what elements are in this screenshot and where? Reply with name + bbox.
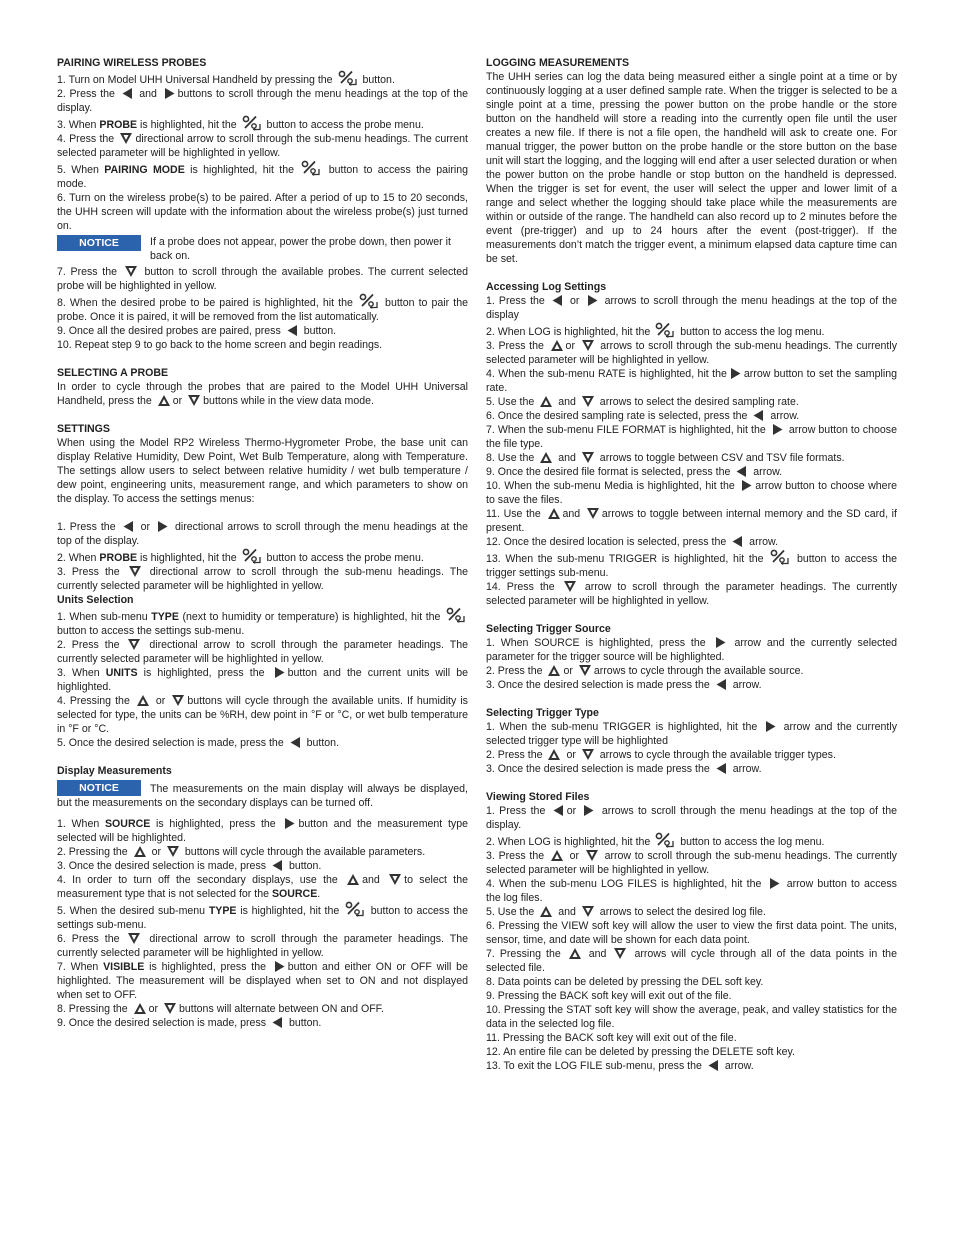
paragraph: 4. Press the directional arrow to scroll through the sub-menu headings. The current selected parameter will be highlighted in yellow. xyxy=(57,133,468,159)
paragraph: 5. Once the desired selection is made, press the button. xyxy=(57,737,340,749)
paragraph: 5. Use the and arrows to select the desired sampling rate. xyxy=(486,396,799,408)
paragraph: 3. Once the desired selection is made press the arrow. xyxy=(486,679,762,691)
down-arrow-icon xyxy=(171,694,185,707)
down-arrow-icon xyxy=(581,395,595,408)
left-arrow-icon xyxy=(271,859,284,872)
paragraph: 2. Press the or arrows to cycle through the available trigger types. xyxy=(486,749,836,761)
enter-icon xyxy=(770,549,790,565)
left-arrow-icon xyxy=(552,804,565,817)
notice-box xyxy=(57,235,468,263)
up-arrow-icon xyxy=(539,395,553,408)
down-arrow-icon xyxy=(187,394,201,407)
section-heading: SELECTING A PROBE xyxy=(57,367,169,379)
up-arrow-icon xyxy=(346,873,360,886)
enter-icon xyxy=(242,115,262,131)
down-arrow-icon xyxy=(581,748,595,761)
paragraph: 9. Once the desired file format is selected, press the arrow. xyxy=(486,466,783,478)
right-arrow-icon xyxy=(273,960,286,973)
up-arrow-icon xyxy=(157,394,171,407)
left-arrow-icon xyxy=(715,762,728,775)
down-arrow-icon xyxy=(581,905,595,918)
down-arrow-icon xyxy=(578,664,592,677)
left-arrow-icon xyxy=(715,678,728,691)
paragraph: 10. When the sub-menu Media is highlighted, hit the arrow button to choose where to save the files. xyxy=(486,480,897,506)
enter-icon xyxy=(655,322,675,338)
up-arrow-icon xyxy=(550,339,564,352)
subsection-heading: Viewing Stored Files xyxy=(486,791,590,803)
section-heading: SETTINGS xyxy=(57,423,110,435)
paragraph: 5. When PAIRING MODE is highlighted, hit the button to access the pairing mode. xyxy=(57,160,468,191)
paragraph: 3. When PROBE is highlighted, hit the button to access the probe menu. xyxy=(57,115,468,132)
left-arrow-icon xyxy=(752,409,765,422)
up-arrow-icon xyxy=(547,507,561,520)
paragraph: 6. Turn on the wireless probe(s) to be paired. After a period of up to 15 to 20 seconds, the UHH screen will update with the information about the wireless probe(s) just turned on. xyxy=(57,192,468,232)
paragraph: 11. Use the and arrows to toggle between internal memory and the SD card, if present. xyxy=(486,508,897,534)
left-arrow-icon xyxy=(271,1016,284,1029)
paragraph: 13. To exit the LOG FILE sub-menu, press the arrow. xyxy=(486,1060,754,1072)
paragraph: 11. Pressing the BACK soft key will exit out of the file. xyxy=(486,1032,737,1044)
subsection-heading: Selecting Trigger Type xyxy=(486,707,599,719)
paragraph: 8. When the desired probe to be paired is highlighted, hit the button to pair the probe. Once it is paired, it will be removed from the list automatically. xyxy=(57,293,468,324)
paragraph: 5. When the desired sub-menu TYPE is highlighted, hit the button to access the settings sub-menu. xyxy=(57,901,468,932)
paragraph: 1. When SOURCE is highlighted, press the arrow and the currently selected parameter for the trigger source will be highlighted. xyxy=(486,637,898,663)
paragraph: 1. Press the or directional arrows to scroll through the menu headings at the top of the display. xyxy=(57,521,469,547)
paragraph: 14. Press the arrow to scroll through the parameter headings. The currently selected parameter will be highlighted in yellow. xyxy=(486,581,897,607)
down-arrow-icon xyxy=(127,638,141,651)
down-arrow-icon xyxy=(119,132,133,145)
right-arrow-icon xyxy=(273,666,286,679)
section-heading: LOGGING MEASUREMENTS xyxy=(486,57,630,69)
paragraph: 8. Use the and arrows to toggle between CSV and TSV file formats. xyxy=(486,452,845,464)
paragraph: 2. When LOG is highlighted, hit the button to access the log menu. xyxy=(486,832,897,849)
paragraph: 9. Pressing the BACK soft key will exit out of the file. xyxy=(486,990,732,1002)
paragraph: 7. When VISIBLE is highlighted, press the button and either ON or OFF will be highlighted. The measurement will be displayed when set to ON and not displayed when set to OFF. xyxy=(57,961,468,1001)
paragraph: 4. Pressing the or buttons will cycle through the available units. If humidity is selected for type, the units can be %RH, dew point in °F or °C, or wet bulb temperature in °F or °C. xyxy=(57,695,468,735)
paragraph: 2. Press the and buttons to scroll through the menu headings at the top of the display. xyxy=(57,88,468,114)
left-arrow-icon xyxy=(121,87,134,100)
right-arrow-icon xyxy=(729,367,742,380)
left-arrow-icon xyxy=(289,736,302,749)
right-arrow-icon xyxy=(714,636,727,649)
paragraph: 9. Once all the desired probes are paired, press button. xyxy=(57,325,337,337)
subsection-heading: Display Measurements xyxy=(57,765,172,777)
notice-badge: NOTICE xyxy=(57,780,141,796)
paragraph: 12. An entire file can be deleted by pressing the DELETE soft key. xyxy=(486,1046,795,1058)
left-arrow-icon xyxy=(735,465,748,478)
right-column xyxy=(486,56,897,1073)
right-arrow-icon xyxy=(768,877,781,890)
enter-icon xyxy=(359,293,379,309)
paragraph: 3. Press the or arrows to scroll through the sub-menu headings. The currently selected parameter will be highlighted in yellow. xyxy=(486,340,898,366)
down-arrow-icon xyxy=(581,339,595,352)
down-arrow-icon xyxy=(128,565,142,578)
paragraph: In order to cycle through the probes that are paired to the Model UHH Universal Handheld, press the or buttons while in the view data mode. xyxy=(57,381,468,407)
paragraph: 2. When LOG is highlighted, hit the button to access the log menu. xyxy=(486,322,897,339)
left-arrow-icon xyxy=(731,535,744,548)
paragraph: 9. Once the desired selection is made, press button. xyxy=(57,1017,322,1029)
up-arrow-icon xyxy=(539,905,553,918)
up-arrow-icon xyxy=(547,664,561,677)
left-arrow-icon xyxy=(707,1059,720,1072)
left-arrow-icon xyxy=(286,324,299,337)
notice-text: The measurements on the main display will always be displayed, but the measurements on the secondary displays can be turned off. xyxy=(57,783,468,809)
section-heading: PAIRING WIRELESS PROBES xyxy=(57,57,207,69)
paragraph: 2. Press the directional arrow to scroll through the parameter headings. The currently selected parameter will be highlighted in yellow. xyxy=(57,639,468,665)
notice-badge: NOTICE xyxy=(57,235,141,251)
enter-icon xyxy=(242,548,262,564)
paragraph: 3. Once the desired selection is made press the arrow. xyxy=(486,763,762,775)
right-arrow-icon xyxy=(764,720,777,733)
paragraph: 5. Use the and arrows to select the desired log file. xyxy=(486,906,766,918)
right-arrow-icon xyxy=(283,817,296,830)
paragraph: 1. Press the or arrows to scroll through the menu headings at the top of the display xyxy=(486,295,897,321)
up-arrow-icon xyxy=(550,849,564,862)
paragraph: 2. Press the or arrows to cycle through the available source. xyxy=(486,665,804,677)
paragraph: 3. Once the desired selection is made, press button. xyxy=(57,860,322,872)
paragraph: 6. Press the directional arrow to scroll through the parameter headings. The currently selected parameter will be highlighted in yellow. xyxy=(57,933,468,959)
down-arrow-icon xyxy=(163,1002,177,1015)
paragraph: 2. When PROBE is highlighted, hit the button to access the probe menu. xyxy=(57,548,468,565)
paragraph: When using the Model RP2 Wireless Thermo-Hygrometer Probe, the base unit can display Relative Humidity, Dew Point, Wet Bulb Temperature, along with Temperature. The settings allow users to select between relative humidity / wet bulb temperature / dew point, engineering units, measurement range, and which parameters to show on the display. To access the settings menus: xyxy=(57,437,468,505)
paragraph: 4. In order to turn off the secondary displays, use the and to select the measurement type that is not selected for the SOURCE. xyxy=(57,874,468,900)
down-arrow-icon xyxy=(563,580,577,593)
paragraph: 10. Pressing the STAT soft key will show the average, peak, and valley statistics for the data in the selected log file. xyxy=(486,1004,897,1030)
paragraph: 3. Press the or arrow to scroll through the sub-menu headings. The currently selected parameter will be highlighted in yellow. xyxy=(486,850,897,876)
up-arrow-icon xyxy=(136,694,150,707)
subsection-heading: Selecting Trigger Source xyxy=(486,623,611,635)
paragraph: 7. Pressing the and arrows will cycle through all of the data points in the selected file. xyxy=(486,948,897,974)
notice-text: If a probe does not appear, power the probe down, then power it back on. xyxy=(150,236,451,262)
right-arrow-icon xyxy=(163,87,176,100)
paragraph: 12. Once the desired location is selected, press the arrow. xyxy=(486,536,779,548)
paragraph: 7. Press the button to scroll through the available probes. The current selected probe will be highlighted in yellow. xyxy=(57,266,468,292)
down-arrow-icon xyxy=(581,451,595,464)
paragraph: 6. Once the desired sampling rate is selected, press the arrow. xyxy=(486,410,800,422)
paragraph: 3. Press the directional arrow to scroll through the sub-menu headings. The currently selected parameter will be highlighted in yellow. xyxy=(57,566,469,592)
down-arrow-icon xyxy=(127,932,141,945)
down-arrow-icon xyxy=(388,873,402,886)
right-arrow-icon xyxy=(740,479,753,492)
paragraph: 6. Pressing the VIEW soft key will allow the user to view the first data point. The units, sensor, time, and date will be shown for each data point. xyxy=(486,920,897,946)
paragraph: 2. Pressing the or buttons will cycle through the available parameters. xyxy=(57,846,426,858)
enter-icon xyxy=(338,70,358,86)
left-arrow-icon xyxy=(122,520,135,533)
up-arrow-icon xyxy=(133,1002,147,1015)
paragraph: 7. When the sub-menu FILE FORMAT is highlighted, hit the arrow button to choose the file type. xyxy=(486,424,897,450)
down-arrow-icon xyxy=(586,507,600,520)
paragraph: 1. Press the or arrows to scroll through the menu headings at the top of the display. xyxy=(486,805,898,831)
down-arrow-icon xyxy=(585,849,599,862)
enter-icon xyxy=(655,832,675,848)
paragraph: 8. Pressing the or buttons will alternate between ON and OFF. xyxy=(57,1003,384,1015)
paragraph: 1. When sub-menu TYPE (next to humidity or temperature) is highlighted, hit the button to access the settings sub-menu. xyxy=(57,607,468,638)
right-arrow-icon xyxy=(771,423,784,436)
down-arrow-icon xyxy=(166,845,180,858)
left-arrow-icon xyxy=(551,294,564,307)
paragraph: 4. When the sub-menu LOG FILES is highlighted, hit the arrow button to access the log files. xyxy=(486,878,897,904)
paragraph: 8. Data points can be deleted by pressing the DEL soft key. xyxy=(486,976,764,988)
enter-icon xyxy=(345,901,365,917)
paragraph: 1. When SOURCE is highlighted, press the button and the measurement type selected will be highlighted. xyxy=(57,818,468,844)
up-arrow-icon xyxy=(133,845,147,858)
right-arrow-icon xyxy=(582,804,595,817)
subsection-heading: Units Selection xyxy=(57,594,134,606)
paragraph: 10. Repeat step 9 to go back to the home screen and begin readings. xyxy=(57,339,383,351)
paragraph: 3. When UNITS is highlighted, press the button and the current units will be highlighted. xyxy=(57,667,468,693)
paragraph: 13. When the sub-menu TRIGGER is highlighted, hit the button to access the trigger settings sub-menu. xyxy=(486,549,897,580)
up-arrow-icon xyxy=(568,947,582,960)
right-arrow-icon xyxy=(156,520,169,533)
right-arrow-icon xyxy=(586,294,599,307)
enter-icon xyxy=(446,607,466,623)
down-arrow-icon xyxy=(613,947,627,960)
subsection-heading: Accessing Log Settings xyxy=(486,281,607,293)
enter-icon xyxy=(301,160,321,176)
down-arrow-icon xyxy=(124,265,138,278)
left-column xyxy=(57,56,468,1030)
up-arrow-icon xyxy=(539,451,553,464)
paragraph: 1. When the sub-menu TRIGGER is highlighted, hit the arrow and the currently selected trigger type will be highlighted xyxy=(486,721,897,747)
paragraph: 1. Turn on Model UHH Universal Handheld by pressing the button. xyxy=(57,70,468,87)
paragraph: The UHH series can log the data being measured either a single point at a time or by continuously logging at a user defined sample rate. When the trigger is selected to be a single point at a time, pressing the power button on the probe handle or the store button on the handheld will store a reading into the currently open file until the user creates a new file. If there is not a file open, the handheld will ask to create one. For manual trigger, the power button on the probe handle or the store button on the base unit will start the logging, and the logging will end after a user selected duration or when the power button on the probe handle or stop button on the handheld is depressed. When the trigger is set for event, the user will select the upper and lower limit of a range and select whether the logging should take place while the measurements are within or outside of the range. The handheld can also record up to 2 minutes before the event (pre-trigger) and up to 24 hours after the event (post-trigger). If the measurements don’t match the trigger event, a minimum elapsed data capture time can be set. xyxy=(486,71,897,265)
paragraph: 4. When the sub-menu RATE is highlighted, hit the arrow button to set the sampling rate. xyxy=(486,368,897,394)
up-arrow-icon xyxy=(547,748,561,761)
